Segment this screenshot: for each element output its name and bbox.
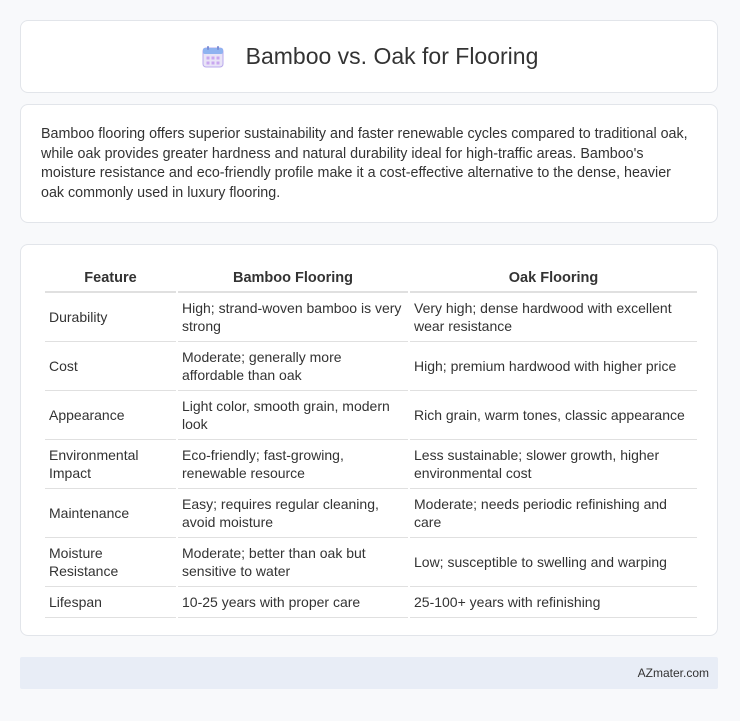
title-card [20, 20, 718, 93]
bamboo-cell: Moderate; generally more affordable than oak [178, 342, 408, 391]
table-row [45, 293, 697, 342]
bamboo-cell: Easy; requires regular cleaning, avoid moisture [178, 489, 408, 538]
oak-cell: Very high; dense hardwood with excellent wear resistance [410, 293, 697, 342]
table-row [45, 342, 697, 391]
feature-cell: Moisture Resistance [45, 538, 176, 587]
summary-text: Bamboo flooring offers superior sustainability and faster renewable cycles compared to traditional oak, while oak provides greater hardness and natural durability ideal for high-traffic areas. Bamboo's moisture resistance and eco-friendly profile make it a cost-effective alternative to the dense, heavier oak commonly used in luxury flooring. [41, 126, 688, 201]
bamboo-cell: 10-25 years with proper care [178, 587, 408, 618]
table-row [45, 538, 697, 587]
column-header-bamboo: Bamboo Flooring [178, 264, 408, 293]
table-row [45, 391, 697, 440]
table-row [45, 587, 697, 618]
comparison-table [43, 264, 699, 618]
feature-cell: Durability [45, 293, 176, 342]
table-row [45, 440, 697, 489]
bamboo-cell: Moderate; better than oak but sensitive to water [178, 538, 408, 587]
oak-cell: Moderate; needs periodic refinishing and care [410, 489, 697, 538]
summary-card [20, 104, 718, 223]
oak-cell: Less sustainable; slower growth, higher environmental cost [410, 440, 697, 489]
bamboo-cell: Light color, smooth grain, modern look [178, 391, 408, 440]
table-header-row [45, 264, 697, 293]
bamboo-cell: Eco-friendly; fast-growing, renewable resource [178, 440, 408, 489]
feature-cell: Cost [45, 342, 176, 391]
oak-cell: Low; susceptible to swelling and warping [410, 538, 697, 587]
oak-cell: 25-100+ years with refinishing [410, 587, 697, 618]
feature-cell: Environmental Impact [45, 440, 176, 489]
column-header-oak: Oak Flooring [410, 264, 697, 293]
feature-cell: Maintenance [45, 489, 176, 538]
feature-cell: Appearance [45, 391, 176, 440]
feature-cell: Lifespan [45, 587, 176, 618]
column-header-feature: Feature [45, 264, 176, 293]
oak-cell: Rich grain, warm tones, classic appearance [410, 391, 697, 440]
footer-bar [20, 657, 718, 689]
page-title: Bamboo vs. Oak for Flooring [245, 43, 539, 69]
bamboo-cell: High; strand-woven bamboo is very strong [178, 293, 408, 342]
table-row [45, 489, 697, 538]
calendar-icon [200, 44, 226, 70]
oak-cell: High; premium hardwood with higher price [410, 342, 697, 391]
footer-brand: AZmater.com [637, 666, 709, 680]
comparison-table-card [20, 244, 718, 636]
